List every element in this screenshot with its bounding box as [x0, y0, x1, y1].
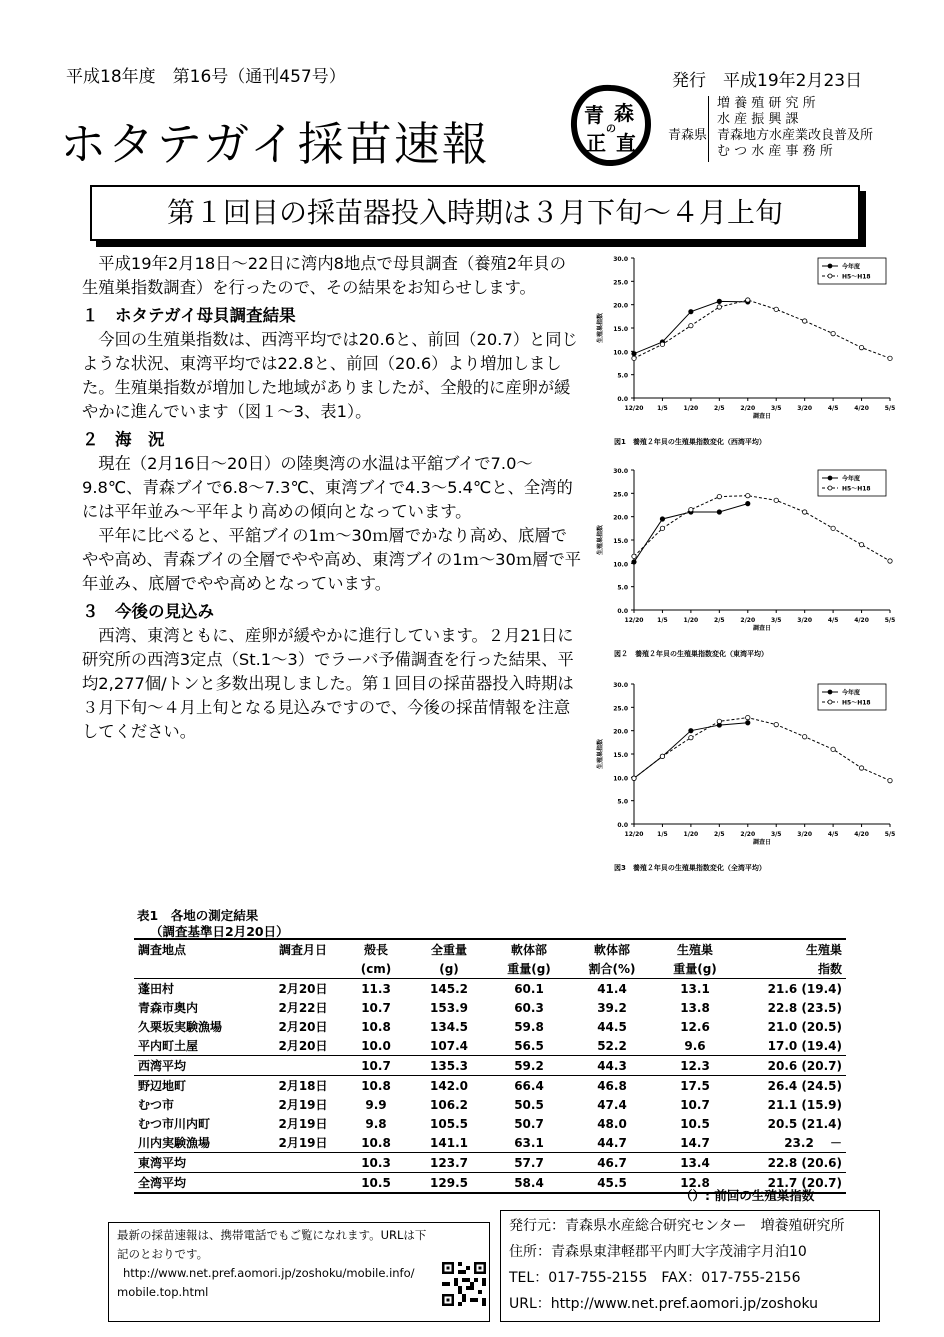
table-cell: 10.5: [680, 1116, 710, 1131]
y-tick-label: 10.0: [613, 349, 628, 357]
table-cell: [134, 959, 264, 979]
y-tick-label: 20.0: [613, 302, 628, 310]
info-line: 記のとおりです。: [117, 1247, 209, 1261]
y-tick-label: 25.0: [613, 705, 628, 713]
data-point: [632, 776, 636, 780]
data-point: [888, 778, 892, 782]
table-average-row: [134, 1056, 846, 1076]
table-cell: 12.3: [654, 1056, 736, 1076]
section-paragraph: 西湾、東湾ともに、産卵が緩やかに進行しています。２月21日に研究所の西湾3定点（St.1～3）でラーバ予備調査を行った結果、平均2,277個/トンと多数出現しました。第１回目の採苗器投入時期は３月下旬～４月上旬となる見込みですので、今後の採苗情報を注意してください。: [82, 626, 574, 741]
publisher-line: 発行元：青森県水産総合研究センター 増養殖研究所: [509, 1218, 845, 1234]
legend-marker: [828, 274, 832, 278]
data-point: [632, 356, 636, 360]
table-cell: 142.0: [430, 1078, 468, 1093]
table-cell: 西湾平均: [134, 1056, 264, 1076]
x-tick-label: 2/20: [740, 617, 756, 624]
table-cell: 重量(g): [488, 959, 570, 979]
table-cell: 66.4: [514, 1078, 544, 1093]
series-line: [634, 496, 890, 561]
data-point: [859, 345, 863, 349]
data-point: [689, 309, 693, 313]
table-cell: 13.4: [654, 1153, 736, 1173]
y-tick-label: 10.0: [613, 775, 628, 783]
data-point: [746, 298, 750, 302]
table-cell: 全湾平均: [134, 1173, 264, 1194]
y-tick-label: 15.0: [613, 326, 628, 333]
table-cell: むつ市: [138, 1098, 175, 1112]
table-row: [134, 998, 846, 1017]
table-cell: 9.6: [684, 1038, 706, 1053]
table-cell: 10.7: [361, 1000, 391, 1015]
table-note: （）: 前回の生殖巣指数: [680, 1188, 815, 1203]
table-cell: 39.2: [597, 1000, 627, 1015]
table-cell: 21.0 (20.5): [767, 1019, 842, 1034]
headline-box: 第１回目の採苗器投入時期は３月下旬～４月上旬: [90, 185, 860, 241]
table-cell: (cm): [342, 959, 410, 979]
chart-figure-1: [590, 246, 900, 456]
chart-caption: 図1 養殖２年貝の生殖巣指数変化（西湾平均）: [614, 438, 766, 446]
x-tick-label: 4/5: [827, 617, 839, 624]
data-point: [746, 493, 750, 497]
table-row: [134, 1076, 846, 1096]
table-cell: 63.1: [514, 1135, 544, 1150]
measurement-table: [134, 938, 846, 1194]
x-tick-label: 1/5: [657, 831, 668, 838]
x-tick-label: 12/20: [624, 831, 644, 838]
mobile-url-link[interactable]: mobile.top.html: [117, 1285, 209, 1299]
table-cell: 2月18日: [278, 1079, 328, 1093]
table-cell: 野辺地町: [138, 1079, 187, 1093]
data-point: [689, 735, 693, 739]
table-cell: 13.1: [680, 981, 710, 996]
table-cell: 2月19日: [278, 1136, 328, 1150]
table-cell: 48.0: [597, 1116, 627, 1131]
table-cell: 153.9: [430, 1000, 468, 1015]
prefecture-label: 青森県: [668, 128, 708, 143]
x-tick-label: 3/5: [770, 831, 782, 838]
section-heading: ３ 今後の見込み: [82, 602, 214, 621]
chart-figure-2: [590, 458, 900, 668]
section-heading: １ ホタテガイ母貝調査結果: [82, 306, 296, 325]
data-point: [802, 319, 806, 323]
table-cell: 蓬田村: [138, 982, 175, 996]
table-cell: 59.2: [488, 1056, 570, 1076]
legend-label: H5～H18: [842, 485, 871, 493]
table-cell: 106.2: [430, 1097, 468, 1112]
y-axis-label: 生殖巣指数: [597, 738, 604, 770]
x-axis-label: 調査日: [752, 625, 772, 632]
table-cell: 41.4: [597, 981, 627, 996]
chart-caption: 図3 養殖２年貝の生殖巣指数変化（全湾平均）: [614, 864, 766, 872]
data-point: [746, 715, 750, 719]
publish-date: 発行 平成19年2月23日: [672, 71, 863, 91]
y-tick-label: 25.0: [613, 279, 628, 287]
table-average-row: [134, 1153, 846, 1173]
website-link[interactable]: URL：http://www.net.pref.aomori.jp/zoshoku: [509, 1296, 819, 1312]
x-tick-label: 1/20: [683, 831, 699, 838]
table-cell: 145.2: [430, 981, 468, 996]
table-cell: 軟体部: [570, 939, 654, 959]
qr-code-icon[interactable]: [442, 1262, 486, 1306]
legend-label: 今年度: [842, 263, 861, 271]
table-cell: 50.5: [514, 1097, 544, 1112]
y-tick-label: 0.0: [617, 396, 628, 403]
legend-label: 今年度: [842, 475, 861, 483]
table-cell: 105.5: [430, 1116, 468, 1131]
table-cell: 17.0 (19.4): [767, 1038, 842, 1053]
table-cell: 58.4: [488, 1173, 570, 1194]
table-cell: 重量(g): [654, 959, 736, 979]
table-cell: 141.1: [430, 1135, 468, 1150]
table-cell: 2月22日: [278, 1001, 328, 1015]
table-cell: 指数: [736, 959, 846, 979]
x-tick-label: 5/5: [884, 831, 896, 838]
table-cell: 殻長: [342, 939, 410, 959]
org-item: む つ 水 産 事 務 所: [717, 144, 833, 159]
table-cell: 10.7: [342, 1056, 410, 1076]
series-line: [634, 718, 890, 781]
table-cell: 10.7: [680, 1097, 710, 1112]
section-paragraph: 現在（2月16日～20日）の陸奥湾の水温は平舘ブイで7.0～9.8℃、青森ブイで6.8～7.3℃、東湾ブイで4.3～5.4℃と、全湾的には平年並み～平年より高めの傾向となっています。: [82, 454, 573, 521]
table-row: [134, 1036, 846, 1056]
table-cell: 調査地点: [134, 939, 264, 959]
y-tick-label: 25.0: [613, 491, 628, 499]
table-cell: 調査月日: [264, 939, 342, 959]
data-point: [746, 501, 750, 505]
logo-char: 青: [584, 103, 604, 127]
organization-list: [708, 96, 873, 162]
x-tick-label: 3/20: [797, 405, 813, 412]
section-heading: ２ 海 況: [82, 430, 165, 449]
x-tick-label: 2/5: [714, 617, 725, 624]
logo-char: 森: [614, 101, 634, 125]
data-point: [774, 307, 778, 311]
table-cell: 56.5: [514, 1038, 544, 1053]
data-point: [859, 542, 863, 546]
table-cell: 平内町土屋: [138, 1039, 199, 1053]
table-cell: 11.3: [361, 981, 391, 996]
table-cell: 20.5 (21.4): [767, 1116, 842, 1131]
table-cell: 135.3: [410, 1056, 488, 1076]
table-cell: 21.7 (20.7): [736, 1173, 846, 1194]
x-tick-label: 1/5: [657, 617, 668, 624]
legend-label: 今年度: [842, 689, 861, 697]
data-point: [888, 559, 892, 563]
table-cell: むつ市川内町: [138, 1117, 211, 1131]
table-cell: 2月20日: [278, 1020, 328, 1034]
chart-figure-3: [590, 672, 900, 882]
table-cell: 12.6: [680, 1019, 710, 1034]
data-point: [632, 554, 636, 558]
x-tick-label: 4/5: [827, 831, 839, 838]
table-cell: 44.3: [570, 1056, 654, 1076]
table-cell: 割合(%): [570, 959, 654, 979]
data-point: [831, 747, 835, 751]
legend-marker: [828, 486, 832, 490]
data-point: [660, 526, 664, 530]
table-cell: [264, 1056, 342, 1076]
data-point: [774, 498, 778, 502]
table-header-row: [134, 939, 846, 959]
table-cell: 川内実験漁場: [138, 1136, 211, 1150]
phone-fax-line: TEL：017-755-2155 FAX：017-755-2156: [509, 1270, 801, 1286]
table-cell: 久栗坂実験漁場: [138, 1020, 223, 1034]
publisher-contact-box: [500, 1210, 880, 1322]
y-tick-label: 5.0: [617, 798, 628, 806]
data-point: [717, 494, 721, 498]
table-cell: 44.7: [597, 1135, 627, 1150]
data-point: [802, 510, 806, 514]
table-cell: 10.8: [361, 1019, 391, 1034]
data-point: [717, 510, 721, 514]
org-item: 青森地方水産業改良普及所: [717, 128, 874, 143]
legend-marker: [828, 700, 832, 704]
table-cell: 14.7: [680, 1135, 710, 1150]
table-cell: 生殖巣: [654, 939, 736, 959]
table-row: [134, 979, 846, 999]
x-tick-label: 5/5: [884, 405, 896, 412]
table-cell: 60.1: [514, 981, 544, 996]
table-cell: (g): [410, 959, 488, 979]
x-tick-label: 1/5: [657, 405, 668, 412]
x-tick-label: 4/20: [854, 617, 869, 624]
x-tick-label: 2/20: [740, 405, 756, 412]
x-tick-label: 2/5: [714, 405, 725, 412]
x-tick-label: 3/20: [797, 831, 813, 838]
x-tick-label: 3/5: [770, 617, 782, 624]
table-cell: [264, 1173, 342, 1194]
x-tick-label: 3/5: [770, 405, 782, 412]
table-cell: 生殖巣: [736, 939, 846, 959]
chart-svg: [590, 672, 900, 882]
y-tick-label: 20.0: [613, 728, 628, 736]
x-tick-label: 4/20: [854, 405, 869, 412]
data-point: [859, 766, 863, 770]
table-cell: 9.9: [365, 1097, 387, 1112]
intro-paragraph: 平成19年2月18日～22日に湾内8地点で母貝調査（養殖2年貝の生殖巣指数調査）を行ったので、その結果をお知らせします。: [82, 254, 566, 297]
org-item: 増 養 殖 研 究 所: [717, 96, 816, 111]
address-line: 住所：青森県東津軽郡平内町大字茂浦字月泊10: [509, 1244, 807, 1260]
table-cell: 52.2: [597, 1038, 627, 1053]
table-subtitle: （調査基準日2月20日）: [150, 924, 289, 939]
table-cell: 2月19日: [278, 1117, 328, 1131]
table-cell: 9.8: [365, 1116, 387, 1131]
table-cell: 46.8: [597, 1078, 627, 1093]
data-point: [717, 299, 721, 303]
legend-marker: [828, 264, 832, 268]
x-tick-label: 2/5: [714, 831, 725, 838]
x-tick-label: 12/20: [624, 405, 644, 412]
table-cell: 22.8 (20.6): [736, 1153, 846, 1173]
table-cell: 全重量: [410, 939, 488, 959]
data-point: [689, 728, 693, 732]
table-cell: 21.6 (19.4): [767, 981, 842, 996]
table-row: [134, 1114, 846, 1133]
data-point: [831, 526, 835, 530]
table-cell: 22.8 (23.5): [767, 1000, 842, 1015]
x-tick-label: 5/5: [884, 617, 896, 624]
y-tick-label: 0.0: [617, 608, 628, 615]
data-point: [632, 351, 636, 355]
table-cell: 107.4: [430, 1038, 468, 1053]
data-point: [831, 331, 835, 335]
table-cell: 2月20日: [278, 982, 328, 996]
table-cell: 60.3: [514, 1000, 544, 1015]
y-tick-label: 15.0: [613, 752, 628, 759]
x-axis-label: 調査日: [752, 413, 772, 420]
y-tick-label: 15.0: [613, 538, 628, 545]
data-point: [746, 721, 750, 725]
logo-char: 直: [616, 131, 636, 155]
data-point: [660, 754, 664, 758]
org-item: 水 産 振 興 課: [717, 112, 799, 127]
table-cell: 59.8: [514, 1019, 544, 1034]
data-point: [689, 323, 693, 327]
y-tick-label: 20.0: [613, 514, 628, 522]
chart-svg: [590, 458, 900, 668]
logo-char: の: [606, 124, 616, 135]
legend-marker: [828, 690, 832, 694]
info-line: 最新の採苗速報は、携帯電話でもご覧になれます。URLは下: [117, 1228, 427, 1242]
table-cell: 10.5: [342, 1173, 410, 1194]
data-point: [632, 560, 636, 564]
chart-svg: [590, 246, 900, 456]
table-cell: [264, 959, 342, 979]
table-cell: 2月20日: [278, 1039, 328, 1053]
legend-marker: [828, 476, 832, 480]
article-body: [82, 252, 582, 744]
x-tick-label: 12/20: [624, 617, 644, 624]
table-cell: 青森市奥内: [138, 1001, 199, 1015]
y-axis-label: 生殖巣指数: [597, 524, 604, 556]
x-tick-label: 4/20: [854, 831, 869, 838]
data-point: [689, 507, 693, 511]
table-cell: 17.5: [680, 1078, 710, 1093]
data-point: [774, 722, 778, 726]
data-point: [717, 305, 721, 309]
table-header-row: [134, 959, 846, 979]
section-paragraph: 平年に比べると、平舘ブイの1ｍ～30ｍ層でかなり高め、底層でやや高め、青森ブイの全層でやや高め、東湾ブイの1ｍ～30ｍ層で平年並み、底層でやや高めとなっています。: [82, 526, 582, 593]
table-cell: 50.7: [514, 1116, 544, 1131]
legend-label: H5～H18: [842, 273, 871, 281]
y-axis-label: 生殖巣指数: [597, 312, 604, 344]
table-cell: 129.5: [410, 1173, 488, 1194]
table-cell: 123.7: [410, 1153, 488, 1173]
issue-number: 平成18年度 第16号（通刊457号）: [66, 67, 346, 87]
y-tick-label: 30.0: [613, 682, 628, 689]
table-row: [134, 1017, 846, 1036]
logo-char: 正: [586, 131, 606, 155]
table-cell: [264, 1153, 342, 1173]
table-cell: 2月19日: [278, 1098, 328, 1112]
table-title: 表1 各地の測定結果: [137, 908, 259, 923]
y-tick-label: 5.0: [617, 584, 628, 592]
table-cell: 13.8: [680, 1000, 710, 1015]
mobile-info-box: [108, 1222, 490, 1322]
chart-caption: 図２ 養殖２年貝の生殖巣指数変化（東湾平均）: [614, 650, 768, 658]
table-cell: 45.5: [570, 1173, 654, 1194]
x-tick-label: 2/20: [740, 831, 756, 838]
table-cell: 10.8: [361, 1135, 391, 1150]
legend-label: H5～H18: [842, 699, 871, 707]
table-cell: 23.2 －: [784, 1136, 842, 1150]
y-tick-label: 0.0: [617, 822, 628, 829]
y-tick-label: 10.0: [613, 561, 628, 569]
table-cell: 47.4: [597, 1097, 627, 1112]
page-title: ホタテガイ採苗速報: [60, 117, 490, 171]
table-cell: 21.1 (15.9): [767, 1097, 842, 1112]
table-row: [134, 1133, 846, 1153]
table-cell: 東湾平均: [134, 1153, 264, 1173]
table-row: [134, 1095, 846, 1114]
table-cell: 20.6 (20.7): [736, 1056, 846, 1076]
table-cell: 46.7: [570, 1153, 654, 1173]
data-point: [802, 735, 806, 739]
y-tick-label: 30.0: [613, 256, 628, 263]
table-cell: 10.0: [361, 1038, 391, 1053]
y-tick-label: 5.0: [617, 372, 628, 380]
x-tick-label: 1/20: [683, 617, 699, 624]
table-cell: 44.5: [597, 1019, 627, 1034]
table-cell: 軟体部: [488, 939, 570, 959]
aomori-shojiki-logo: [568, 82, 654, 168]
table-cell: 57.7: [488, 1153, 570, 1173]
table-cell: 10.8: [361, 1078, 391, 1093]
x-tick-label: 1/20: [683, 405, 699, 412]
table-cell: 10.3: [342, 1153, 410, 1173]
y-tick-label: 30.0: [613, 468, 628, 475]
data-point: [660, 517, 664, 521]
data-point: [717, 719, 721, 723]
table-cell: 26.4 (24.5): [767, 1078, 842, 1093]
x-tick-label: 3/20: [797, 617, 813, 624]
series-line: [634, 300, 890, 358]
x-tick-label: 4/5: [827, 405, 839, 412]
table-cell: 12.8: [654, 1173, 736, 1194]
section-paragraph: 今回の生殖巣指数は、西湾平均では20.6と、前回（20.7）と同じような状況、東湾平均では22.8と、前回（20.6）より増加しました。生殖巣指数が増加した地域がありましたが、全般的に産卵が緩やかに進んでいます（図１～3、表1）。: [82, 330, 578, 421]
data-point: [888, 356, 892, 360]
data-point: [660, 342, 664, 346]
mobile-url-link[interactable]: http://www.net.pref.aomori.jp/zoshoku/mobile.info/: [123, 1266, 415, 1280]
x-axis-label: 調査日: [752, 839, 772, 846]
table-cell: 134.5: [430, 1019, 468, 1034]
